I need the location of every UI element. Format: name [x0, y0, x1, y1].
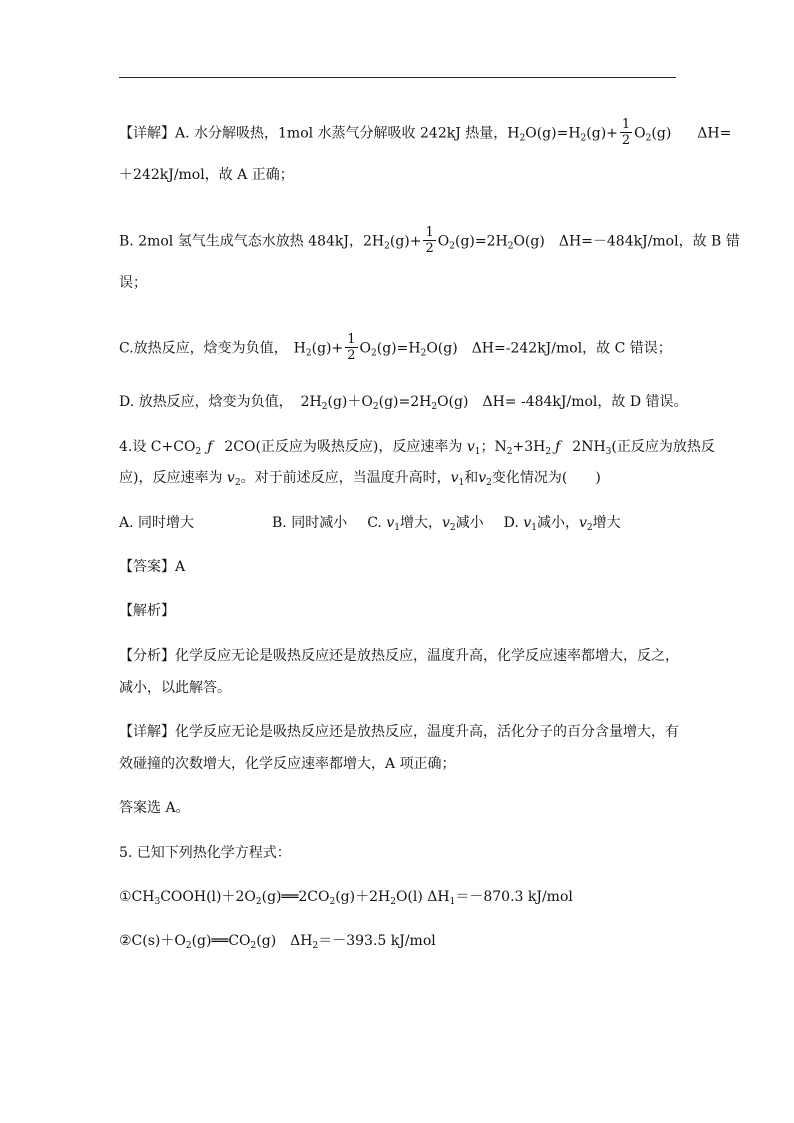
text: ②C(s)＋O [119, 933, 186, 949]
option-c [367, 515, 483, 531]
subscript: 2 [586, 523, 593, 533]
text: (g)+ [389, 233, 422, 250]
text: C.放热反应，焓变为负值， [119, 340, 288, 357]
text: 变化情况为( ) [491, 470, 601, 486]
text: 4.设 C+CO [119, 439, 196, 455]
text: 。对于前述反应，当温度升高时， [240, 470, 451, 486]
question-4-line1 [119, 438, 715, 461]
text: O(g)=H [525, 125, 581, 142]
text: 2NH [572, 439, 606, 455]
text: (g)+ [311, 340, 344, 357]
subscript: 2 [321, 402, 328, 412]
text: ①CH [119, 889, 155, 905]
text: O [437, 233, 450, 250]
text: 减小 [455, 515, 484, 531]
question-4-line2 [119, 469, 601, 492]
subscript: 2 [420, 348, 427, 359]
subscript: 2 [486, 478, 492, 488]
subscript: 2 [507, 241, 514, 252]
text: 减小， [536, 515, 579, 531]
subscript: 2 [371, 348, 377, 359]
fraction-numerator: 1 [425, 225, 434, 240]
subscript: 2 [545, 447, 552, 457]
subscript: 2 [255, 897, 262, 907]
subscript: 2 [250, 941, 257, 951]
rate-symbol: v [478, 470, 487, 486]
text: COOH(l)＋2O [160, 889, 256, 905]
subscript: 1 [449, 897, 456, 907]
subscript: 2 [329, 897, 336, 907]
answer-text: 【答案】A [119, 559, 186, 575]
fraction-half [423, 225, 435, 256]
subscript: 2 [372, 402, 379, 412]
text: (g)=2H [378, 394, 432, 410]
text: 应)，反应速率为 [119, 470, 227, 486]
rate-symbol: v [226, 470, 235, 486]
subscript: 2 [312, 941, 319, 951]
fraction-denominator: 2 [621, 133, 631, 148]
text: 效碰撞的次数增大，化学反应速率都增大，A 项正确； [119, 756, 456, 772]
equation-2 [119, 932, 436, 955]
text: ＝－870.3 kJ/mol [455, 889, 573, 905]
subscript: 3 [605, 447, 612, 457]
text: 【详解】A. 水分解吸热，1mol 水蒸气分解吸收 242kJ 热量，H [119, 125, 520, 142]
text: C. [367, 515, 387, 531]
subscript: 2 [234, 478, 241, 488]
fraction-numerator: 1 [621, 117, 631, 132]
text: O(g) [437, 394, 469, 410]
text: 2CO(正反应为吸热反应)，反应速率为 [224, 439, 467, 455]
text: 增大 [592, 515, 621, 531]
text: (正反应为放热反 [611, 439, 715, 455]
text: O(g) [513, 233, 545, 250]
text: ΔH=－484kJ/mol，故 B 错 [558, 233, 740, 250]
rate-symbol: v [578, 515, 587, 531]
equilibrium-arrow-icon: ƒ [207, 439, 213, 455]
detail-line1 [119, 723, 679, 741]
analysis-heading [119, 602, 175, 620]
subscript: 3 [154, 897, 161, 907]
text: H [293, 340, 306, 357]
text: 2H [300, 394, 322, 410]
analysis-heading-text: 【解析】 [119, 603, 175, 619]
subscript: 2 [305, 348, 312, 359]
text: 和 [464, 470, 479, 486]
text: 误； [119, 275, 147, 291]
option-b: B. 同时减小 [272, 515, 348, 531]
equation-1 [119, 888, 573, 911]
text: D. [503, 515, 524, 531]
detail-a-line1 [119, 118, 731, 149]
rate-symbol: v [386, 515, 395, 531]
detail-b-line1 [119, 226, 740, 257]
text: (g)══2CO [261, 889, 330, 905]
subscript: 1 [394, 523, 400, 533]
fraction-denominator: 2 [347, 348, 356, 363]
text: D. 放热反应，焓变为负值， [119, 394, 293, 410]
text: 答案选 A。 [119, 800, 190, 816]
text: ΔH=-242kJ/mol，故 C 错误； [471, 340, 672, 357]
fraction-denominator: 2 [425, 241, 434, 256]
text: 【详解】化学反应无论是吸热反应还是放热反应，温度升高，活化分子的百分含量增大，有 [119, 724, 679, 740]
options-line [119, 514, 621, 537]
text: (g) ΔH [256, 933, 313, 949]
text: (g)+ [586, 125, 618, 142]
text: (g)══CO [191, 933, 251, 949]
text: (g)＋O [327, 394, 373, 410]
option-a: A. 同时增大 [119, 515, 195, 531]
text: (g)=H [376, 340, 421, 357]
text: O(g) [426, 340, 458, 357]
choose-line [119, 799, 190, 817]
option-d [504, 515, 621, 531]
subscript: 2 [519, 133, 526, 144]
subscript: 2 [431, 402, 438, 412]
detail-b-line2 [119, 274, 147, 292]
question-5-line [119, 844, 291, 862]
fraction-half [620, 117, 632, 148]
subscript: 2 [449, 241, 455, 252]
text: ；N [480, 439, 507, 455]
equilibrium-arrow-icon: ƒ [555, 439, 561, 455]
subscript: 2 [506, 447, 513, 457]
subscript: 1 [474, 447, 481, 457]
text: 增大， [400, 515, 442, 531]
header-rule [119, 77, 676, 78]
text: O [359, 340, 372, 357]
subscript: 2 [645, 133, 652, 144]
text: 5. 已知下列热化学方程式： [119, 845, 291, 861]
answer-line [119, 558, 185, 576]
rate-symbol: v [450, 470, 459, 486]
analysis-line1 [119, 647, 679, 665]
subscript: 2 [390, 897, 396, 907]
text: ＝－393.5 kJ/mol [318, 933, 436, 949]
subscript: 1 [458, 478, 465, 488]
detail-c-line [119, 333, 672, 364]
text: (g)＋2H [335, 889, 391, 905]
subscript: 1 [531, 523, 537, 533]
text: 减小，以此解答。 [119, 680, 231, 696]
analysis-line2 [119, 679, 231, 697]
text: ΔH= -484kJ/mol，故 D 错误。 [482, 394, 688, 410]
text: (g) [651, 125, 672, 142]
detail-line2 [119, 755, 456, 773]
text: B. 2mol 氢气生成气态水放热 484kJ，2H [119, 233, 385, 250]
subscript: 2 [185, 941, 192, 951]
text: ＋242kJ/mol，故 A 正确； [119, 167, 294, 183]
subscript: 2 [384, 241, 390, 252]
detail-d-line [119, 393, 688, 416]
text: (g)=2H [454, 233, 508, 250]
rate-symbol: v [523, 515, 532, 531]
text: ΔH= [697, 125, 732, 142]
detail-a-line2 [119, 166, 294, 184]
fraction-numerator: 1 [347, 332, 356, 347]
fraction-half [345, 332, 357, 363]
rate-symbol: v [466, 439, 475, 455]
subscript: 2 [580, 133, 587, 144]
text: O [634, 125, 646, 142]
text: +3H [512, 439, 546, 455]
rate-symbol: v [442, 515, 450, 531]
subscript: 2 [195, 447, 202, 457]
subscript: 2 [449, 523, 456, 533]
text: 【分析】化学反应无论是吸热反应还是放热反应，温度升高，化学反应速率都增大，反之， [119, 648, 679, 664]
text: O(l) ΔH [395, 889, 450, 905]
